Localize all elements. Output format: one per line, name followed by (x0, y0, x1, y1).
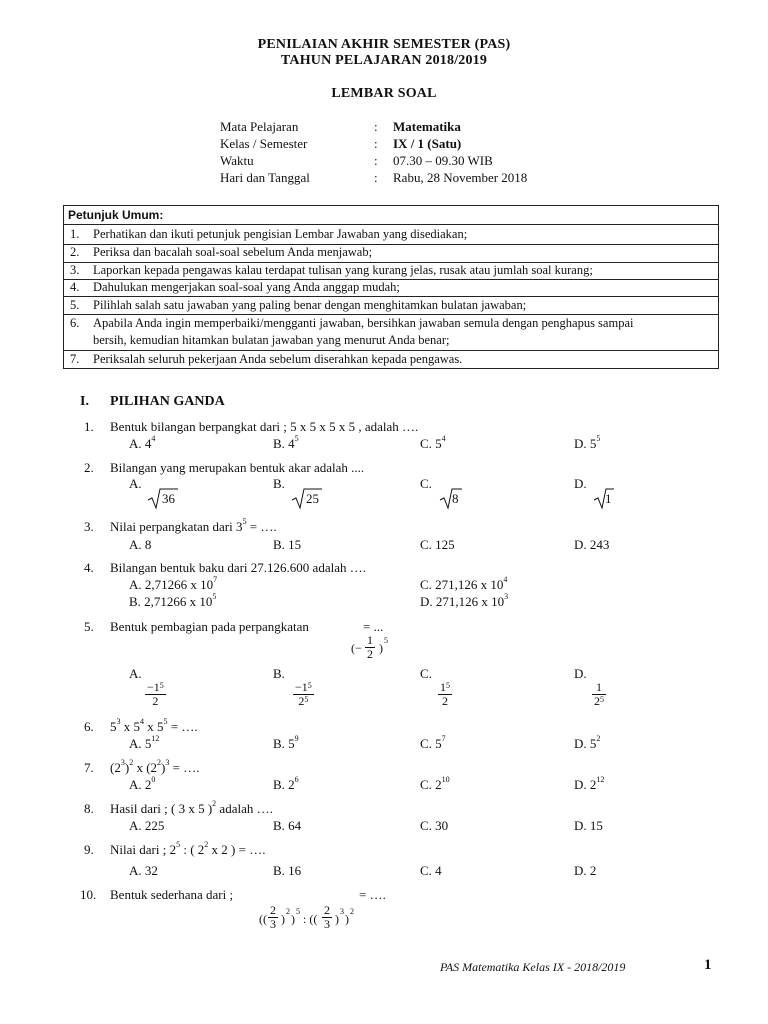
question-equals: = ... (363, 619, 384, 634)
question-text: Nilai dari ; $2^5$ : ( $2^2$ x 2 ) = …. (110, 840, 266, 857)
info-value-subject: Matematika (393, 119, 461, 134)
page-footer: PAS Matematika Kelas IX - 2018/2019 (440, 960, 626, 974)
option-a[interactable]: A. 225 (129, 818, 165, 833)
fraction-option-d: $\frac{1}{2^5}$ (594, 680, 604, 708)
option-c[interactable]: C. (420, 476, 432, 491)
option-c[interactable]: C. $5^4$ (420, 434, 446, 451)
instruction-number: 2. (70, 245, 80, 259)
question-equals: = …. (359, 887, 386, 902)
question-text: $5^3$ x $5^4$ x $5^5$ = …. (110, 717, 198, 734)
question-number: 10. (80, 887, 97, 902)
radicand-b: 25 (306, 491, 319, 506)
option-a[interactable]: A. $5^{12}$ (129, 734, 160, 751)
question-text: Nilai perpangkatan dari $3^5$ = …. (110, 517, 277, 534)
option-d[interactable]: D. $2^{12}$ (574, 775, 605, 792)
fraction-option-a: $\frac{-1^5}{2}$ (147, 680, 164, 708)
question-number: 7. (84, 760, 94, 775)
instruction-text: Laporkan kepada pengawas kalau terdapat tulisan yang kurang jelas, rusak atau jumlah soal kurang; (93, 263, 593, 277)
info-label-class: Kelas / Semester (220, 136, 308, 151)
radicand-d: 1 (605, 491, 612, 506)
exam-title: PENILAIAN AKHIR SEMESTER (PAS) (257, 37, 511, 52)
instruction-text: Periksalah seluruh pekerjaan Anda sebelum diserahkan kepada pengawas. (93, 352, 463, 366)
divider (63, 314, 719, 315)
divider (63, 296, 719, 297)
square-root-symbol (440, 488, 462, 510)
option-b[interactable]: B. (273, 476, 285, 491)
option-d[interactable]: D. (574, 666, 587, 681)
info-value-class: IX / 1 (Satu) (393, 136, 462, 151)
power-expression: (( $\frac{2}{3}$ ) 2 ) 5 : (( $\frac{2}{3}$ ) 3 ) 2 (259, 903, 354, 931)
option-c[interactable]: C. 30 (420, 818, 449, 833)
question-number: 1. (84, 419, 94, 434)
instruction-number: 4. (70, 280, 80, 294)
option-a[interactable]: A. $4^4$ (129, 434, 156, 451)
question-text: Hasil dari ; ( 3 x 5 )$^2$ adalah …. (110, 799, 273, 816)
question-text: Bilangan yang merupakan bentuk akar adalah .... (110, 460, 365, 475)
question-text: Bentuk pembagian pada perpangkatan (110, 619, 309, 634)
sheet-title: LEMBAR SOAL (331, 86, 437, 101)
info-colon: : (374, 119, 378, 134)
option-d[interactable]: D. 271,126 x $10^3$ (420, 592, 509, 609)
option-d[interactable]: D. 15 (574, 818, 603, 833)
option-a[interactable]: A. $2^0$ (129, 775, 156, 792)
option-b[interactable]: B. 16 (273, 863, 302, 878)
question-number: 2. (84, 460, 94, 475)
question-text: Bentuk bilangan berpangkat dari ; 5 x 5 x 5 x 5 , adalah …. (110, 419, 419, 434)
fraction-option-c: $\frac{1^5}{2}$ (440, 680, 450, 708)
instruction-text: Apabila Anda ingin memperbaiki/mengganti jawaban, bersihkan jawaban semula dengan penghapus sampai (93, 316, 634, 330)
section-number: I. (80, 394, 89, 409)
school-year-title: TAHUN PELAJARAN 2018/2019 (280, 53, 488, 68)
fraction-option-b: $\frac{-1^5}{2^5}$ (295, 680, 312, 708)
info-value-time: 07.30 – 09.30 WIB (393, 153, 493, 168)
option-c[interactable]: C. $5^7$ (420, 734, 446, 751)
question-number: 5. (84, 619, 94, 634)
option-b[interactable]: B. 15 (273, 537, 302, 552)
option-b[interactable]: B. $4^5$ (273, 434, 299, 451)
question-number: 4. (84, 560, 94, 575)
option-c[interactable]: C. 125 (420, 537, 455, 552)
info-label-subject: Mata Pelajaran (220, 119, 299, 134)
option-a[interactable]: A. 32 (129, 863, 158, 878)
instruction-number: 5. (70, 298, 80, 312)
info-colon: : (374, 136, 378, 151)
question-text: $(2^3)^2$ x $(2^2)^3$ = …. (110, 758, 200, 775)
option-a[interactable]: A. 8 (129, 537, 152, 552)
option-c[interactable]: C. 271,126 x $10^4$ (420, 575, 508, 592)
option-b[interactable]: B. $5^9$ (273, 734, 299, 751)
option-a[interactable]: A. (129, 666, 142, 681)
info-value-date: Rabu, 28 November 2018 (393, 170, 528, 185)
instruction-text: Periksa dan bacalah soal-soal sebelum Anda menjawab; (93, 245, 373, 259)
info-label-time: Waktu (220, 153, 254, 168)
instruction-text: Pilihlah salah satu jawaban yang paling benar dengan menghitamkan bulatan jawaban; (93, 298, 527, 312)
instruction-text: Dahulukan mengerjakan soal-soal yang Anda anggap mudah; (93, 280, 400, 294)
option-b[interactable]: B. (273, 666, 285, 681)
question-number: 9. (84, 842, 94, 857)
instruction-text-continued: bersih, kemudian hitamkan bulatan jawaban yang menurut Anda benar; (93, 333, 450, 347)
radicand-a: 36 (162, 491, 175, 506)
instruction-text: Perhatikan dan ikuti petunjuk pengisian Lembar Jawaban yang disediakan; (93, 227, 468, 241)
option-b[interactable]: B. 64 (273, 818, 302, 833)
info-colon: : (374, 153, 378, 168)
option-a[interactable]: A. 2,71266 x $10^7$ (129, 575, 218, 592)
option-b[interactable]: B. 2,71266 x $10^5$ (129, 592, 217, 609)
option-d[interactable]: D. $5^5$ (574, 434, 601, 451)
section-title: PILIHAN GANDA (110, 394, 225, 409)
divider (63, 350, 719, 351)
instruction-number: 1. (70, 227, 80, 241)
option-c[interactable]: C. 4 (420, 863, 442, 878)
question-number: 3. (84, 519, 94, 534)
page-number: 1 (704, 957, 712, 973)
instructions-heading: Petunjuk Umum: (64, 206, 718, 225)
question-number: 8. (84, 801, 94, 816)
info-label-date: Hari dan Tanggal (220, 170, 310, 185)
instruction-number: 7. (70, 352, 80, 366)
info-colon: : (374, 170, 378, 185)
option-d[interactable]: D. 2 (574, 863, 597, 878)
option-b[interactable]: B. $2^6$ (273, 775, 299, 792)
instruction-number: 3. (70, 263, 80, 277)
option-c[interactable]: C. $2^{10}$ (420, 775, 450, 792)
option-a[interactable]: A. (129, 476, 142, 491)
question-number: 6. (84, 719, 94, 734)
option-d[interactable]: D. (574, 476, 587, 491)
instruction-number: 6. (70, 316, 80, 330)
question-text: Bentuk sederhana dari ; (110, 887, 234, 902)
radicand-c: 8 (452, 491, 459, 506)
option-c[interactable]: C. (420, 666, 432, 681)
option-d[interactable]: D. $5^2$ (574, 734, 601, 751)
option-d[interactable]: D. 243 (574, 537, 610, 552)
question-text: Bilangan bentuk baku dari 27.126.600 adalah …. (110, 560, 366, 575)
